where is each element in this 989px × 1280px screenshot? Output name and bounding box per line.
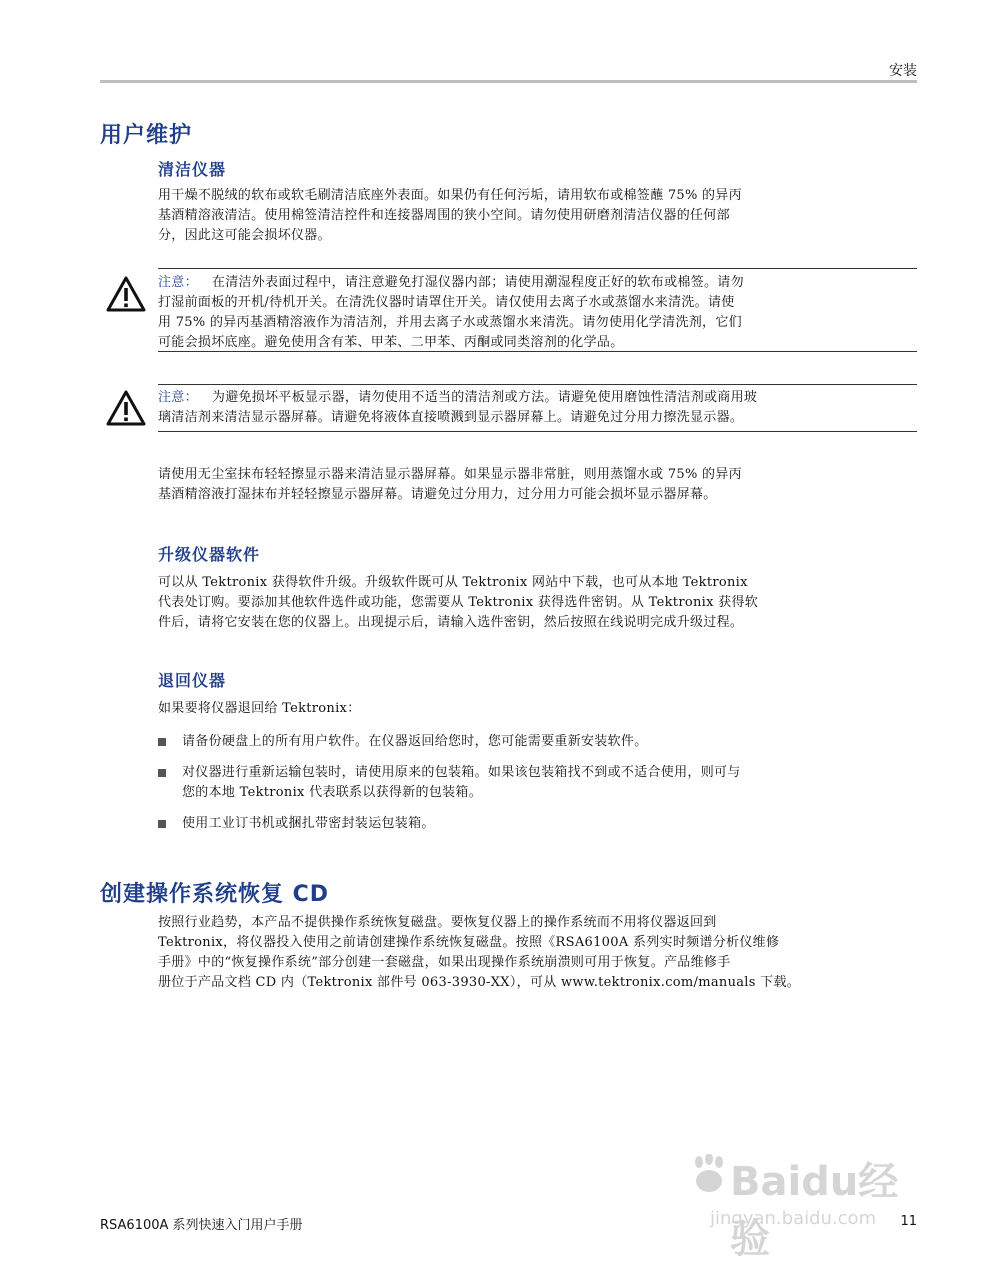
text-line: 注意： 为避免损坏平板显示器，请勿使用不适当的清洁剂或方法。请避免使用磨蚀性清洁剂或商用玻 — [158, 390, 758, 405]
recovery-cd-paragraph — [158, 913, 893, 993]
baidu-jingyan-watermark — [690, 1140, 930, 1262]
subsection-title-cleaning: 清洁仪器 — [158, 160, 227, 179]
text-line: 件后，请将它安装在您的仪器上。出现提示后，请输入选件密钥，然后按照在线说明完成升级过程。 — [158, 615, 744, 630]
text-line: 对仪器进行重新运输包装时，请使用原来的包装箱。如果该包装箱找不到或不适合使用，则可与 — [182, 765, 741, 780]
text-line: 册位于产品文档 CD 内（Tektronix 部件号 063-3930-XX），可从 www.tektronix.com/manuals 下载。 — [158, 975, 801, 990]
warning-triangle-icon — [106, 390, 146, 426]
text-line: 手册》中的“恢复操作系统”部分创建一套磁盘，如果出现操作系统崩溃则可用于恢复。产品维修手 — [158, 955, 731, 970]
subsection-title-upgrade: 升级仪器软件 — [158, 545, 261, 564]
caution-rule-bottom — [158, 431, 917, 432]
text-line: 璃清洁剂来清洁显示器屏幕。请避免将液体直接喷溅到显示器屏幕上。请避免过分用力擦洗显示器。 — [158, 410, 744, 425]
text-line: 请使用无尘室抹布轻轻擦显示器来清洁显示器屏幕。如果显示器非常脏，则用蒸馏水或 75% 的异丙 — [158, 467, 742, 482]
text-line: 用 75% 的异丙基酒精溶液作为清洁剂，并用去离子水或蒸馏水来清洗。请勿使用化学清洗剂，它们 — [158, 315, 742, 330]
footer-manual-title: RSA6100A 系列快速入门用户手册 — [100, 1218, 303, 1233]
paw-logo-icon — [690, 1154, 728, 1194]
text-line: 使用工业订书机或捆扎带密封装运包装箱。 — [182, 816, 435, 831]
caution-rule-bottom — [158, 351, 917, 352]
footer-page-number: 11 — [900, 1214, 917, 1229]
text-line: 请备份硬盘上的所有用户软件。在仪器返回给您时，您可能需要重新安装软件。 — [182, 734, 648, 749]
upgrade-paragraph — [158, 573, 893, 633]
caution-block-cleaning — [106, 268, 917, 352]
caution-label: 注意： — [158, 275, 198, 290]
cleaning-intro-paragraph — [158, 186, 893, 246]
caution-rule-top — [158, 268, 917, 269]
square-bullet-icon — [158, 769, 166, 777]
square-bullet-icon — [158, 738, 166, 746]
text-line: 您的本地 Tektronix 代表联系以获得新的包装箱。 — [182, 785, 483, 800]
text-line: 代表处订购。要添加其他软件选件或功能，您需要从 Tektronix 获得选件密钥。从 Tektronix 获得软 — [158, 595, 759, 610]
section-title-user-maintenance: 用户维护 — [100, 123, 193, 148]
warning-triangle-icon — [106, 276, 146, 312]
text-line: 打湿前面板的开机/待机开关。在清洗仪器时请罩住开关。请仅使用去离子水或蒸馏水来清洗。请使 — [158, 295, 735, 310]
text-line: 分，因此这可能会损坏仪器。 — [158, 228, 331, 243]
running-header: 安装 — [889, 63, 917, 79]
text-line: 基酒精溶液清洁。使用棉签清洁控件和连接器周围的狭小空间。请勿使用研磨剂清洁仪器的任何部 — [158, 208, 730, 223]
caution-label: 注意： — [158, 390, 198, 405]
text-line: Tektronix，将仪器投入使用之前请创建操作系统恢复磁盘。按照《RSA6100A 系列实时频谱分析仪维修 — [158, 935, 780, 950]
section-title-recovery-cd: 创建操作系统恢复 CD — [100, 882, 330, 907]
watermark-brand: Baidu经验 — [730, 1159, 899, 1262]
text-line: 基酒精溶液打湿抹布并轻轻擦显示器屏幕。请避免过分用力，过分用力可能会损坏显示器屏幕。 — [158, 487, 717, 502]
text-line: 按照行业趋势，本产品不提供操作系统恢复磁盘。要恢复仪器上的操作系统而不用将仪器返回到 — [158, 915, 717, 930]
caution-text — [158, 273, 903, 353]
return-intro: 如果要将仪器退回给 Tektronix： — [158, 701, 361, 716]
return-bullet-list — [158, 732, 893, 832]
text-line: 可以从 Tektronix 获得软件升级。升级软件既可从 Tektronix 网站中下载，也可从本地 Tektronix — [158, 575, 748, 590]
display-cleaning-paragraph — [158, 465, 893, 505]
text-line: 注意： 在清洁外表面过程中，请注意避免打湿仪器内部；请使用潮湿程度正好的软布或棉签。请勿 — [158, 275, 744, 290]
square-bullet-icon — [158, 820, 166, 828]
bullet-text — [182, 732, 887, 752]
caution-rule-top — [158, 384, 917, 385]
bullet-text — [182, 763, 887, 803]
text-line: 用干燥不脱绒的软布或软毛刷清洁底座外表面。如果仍有任何污垢，请用软布或棉签蘸 75% 的异丙 — [158, 188, 742, 203]
caution-block-display — [106, 384, 917, 432]
watermark-site: jingyan.baidu.com — [710, 1208, 877, 1229]
subsection-title-return: 退回仪器 — [158, 671, 227, 690]
bullet-text — [182, 814, 887, 834]
caution-text — [158, 388, 903, 428]
header-rule — [100, 80, 917, 83]
text-line: 可能会损坏底座。避免使用含有苯、甲苯、二甲苯、丙酮或同类溶剂的化学品。 — [158, 335, 624, 350]
